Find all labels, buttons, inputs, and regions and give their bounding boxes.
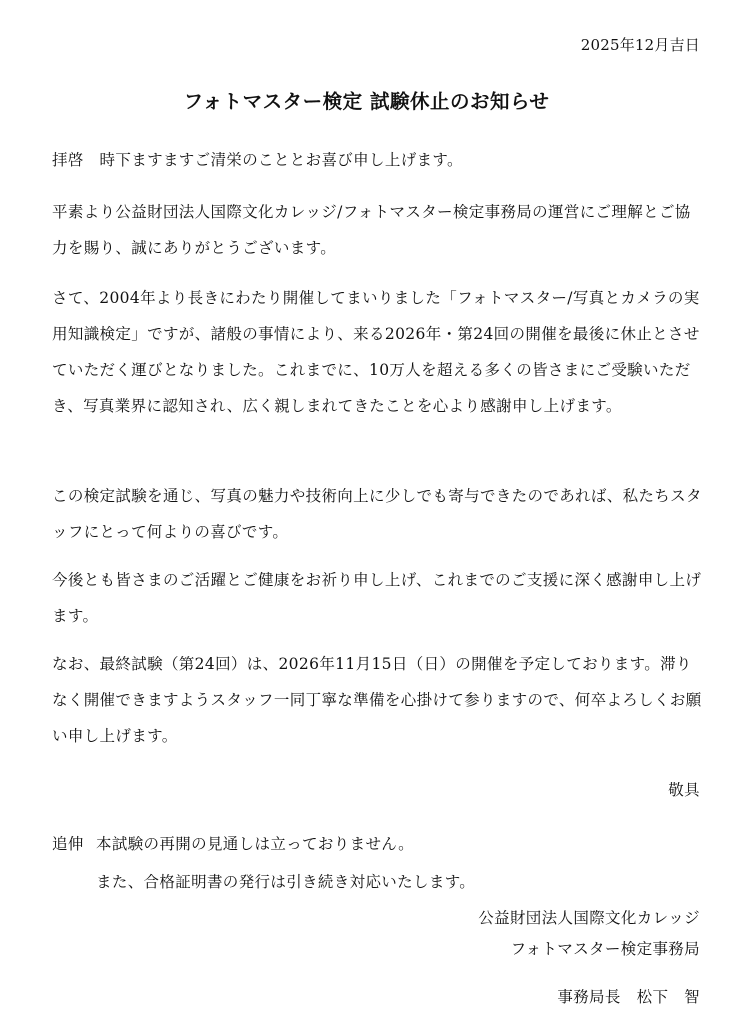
signature-person: 事務局長 松下 智 <box>557 988 700 1006</box>
signature-organization: 公益財団法人国際文化カレッジ <box>478 909 700 927</box>
greeting-paragraph: 拝啓 時下ますますご清栄のこととお喜び申し上げます。 <box>52 151 463 169</box>
postscript-line-2: また、合格証明書の発行は引き続き対応いたします。 <box>96 873 476 891</box>
body-paragraph-contribution: この検定試験を通じ、写真の魅力や技術向上に少しでも寄与できたのであれば、私たちスタッフにとって何よりの喜びです。 <box>52 487 702 541</box>
document-date: 2025年12月吉日 <box>580 36 700 54</box>
body-paragraph-announcement: さて、2004年より長きにわたり開催してまいりました「フォトマスター/写真とカメラの実用知識検定」ですが、諸般の事情により、来る2026年・第24回の開催を最後に休止とさせていただく運びとなりました。これまでに、10万人を超える多くの皆さまにご受験いただき、写真業界に認知され、広く親しまれてきたことを心より感謝申し上げます。 <box>52 289 700 415</box>
body-paragraph-final-exam: なお、最終試験（第24回）は、2026年11月15日（日）の開催を予定しております。滞りなく開催できますようスタッフ一同丁寧な準備を心掛けて参りますので、何卒よろしくお願い申し上げます。 <box>52 655 702 745</box>
document-title: フォトマスター検定 試験休止のお知らせ <box>183 90 550 113</box>
postscript-line-1 <box>52 832 414 854</box>
postscript-label: 追伸 <box>52 835 84 853</box>
postscript-text-1: 本試験の再開の見通しは立っておりません。 <box>96 835 414 853</box>
body-paragraph-appreciation: 平素より公益財団法人国際文化カレッジ/フォトマスター検定事務局の運営にご理解とご協力を賜り、誠にありがとうございます。 <box>52 203 691 257</box>
closing-remark: 敬具 <box>668 781 700 799</box>
signature-office: フォトマスター検定事務局 <box>510 940 700 958</box>
body-paragraph-thanks: 今後とも皆さまのご活躍とご健康をお祈り申し上げ、これまでのご支援に深く感謝申し上げます。 <box>52 571 702 625</box>
